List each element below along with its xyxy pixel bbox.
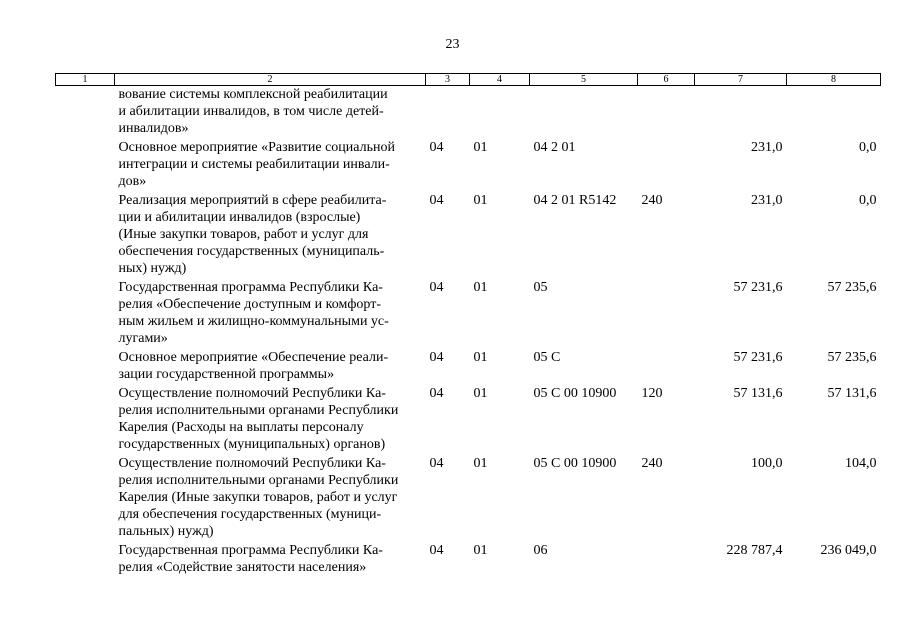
name-line: дов» xyxy=(118,174,147,189)
cell-subsection: 01 xyxy=(473,350,488,365)
cell-section: 04 xyxy=(429,193,444,208)
header-row xyxy=(56,74,881,86)
name-line: вование системы комплексной реабилитации xyxy=(118,87,388,102)
cell-col-1 xyxy=(56,383,115,453)
cell-amount-col-7 xyxy=(695,86,787,138)
cell-amount-col-8 xyxy=(787,86,881,138)
name-line: ции и абилитации инвалидов (взрослые) xyxy=(118,210,361,225)
cell-section: 04 xyxy=(429,456,444,471)
column-header-1: 1 xyxy=(56,74,115,86)
cell-amount-col-8: 236 049,0 xyxy=(820,543,877,558)
table-row xyxy=(56,347,881,383)
cell-subsection xyxy=(470,86,530,138)
cell-target-article: 05 С 00 10900 xyxy=(533,456,617,471)
name-line: государственных (муниципальных) органов) xyxy=(118,437,386,452)
name-line: зации государственной программы» xyxy=(118,367,335,382)
cell-col-1 xyxy=(56,540,115,576)
name-line: Основное мероприятие «Обеспечение реали- xyxy=(118,350,389,365)
cell-section: 04 xyxy=(429,386,444,401)
cell-expense-type xyxy=(638,347,695,383)
cell-amount-col-7: 100,0 xyxy=(751,456,783,471)
cell-amount-col-8: 57 235,6 xyxy=(827,350,877,365)
name-line: релия «Содействие занятости населения» xyxy=(118,560,367,575)
cell-name xyxy=(115,86,426,138)
name-line: для обеспечения государственных (муници- xyxy=(118,507,382,522)
column-header-8: 8 xyxy=(787,74,881,86)
cell-name xyxy=(115,190,426,277)
table-row xyxy=(56,540,881,576)
cell-amount-col-8: 0,0 xyxy=(859,193,877,208)
table-row xyxy=(56,383,881,453)
cell-subsection: 01 xyxy=(473,193,488,208)
name-line: лугами» xyxy=(118,331,168,346)
cell-expense-type: 240 xyxy=(641,193,663,208)
column-header-7: 7 xyxy=(695,74,787,86)
cell-subsection: 01 xyxy=(473,386,488,401)
cell-name xyxy=(115,137,426,190)
name-line: релия исполнительными органами Республики xyxy=(118,473,399,488)
cell-amount-col-8: 104,0 xyxy=(845,456,877,471)
name-line: ных) нужд) xyxy=(118,261,187,276)
table-header xyxy=(56,74,881,86)
name-line: и абилитации инвалидов, в том числе детей- xyxy=(118,104,384,119)
name-line: Государственная программа Республики Ка- xyxy=(118,543,383,558)
cell-expense-type: 120 xyxy=(641,386,663,401)
cell-target-article xyxy=(530,86,638,138)
cell-amount-col-7: 231,0 xyxy=(751,193,783,208)
cell-subsection: 01 xyxy=(473,280,488,295)
cell-amount-col-7: 57 231,6 xyxy=(733,280,783,295)
cell-section: 04 xyxy=(429,140,444,155)
column-header-6: 6 xyxy=(638,74,695,86)
name-line: обеспечения государственных (муниципаль- xyxy=(118,244,385,259)
table-row xyxy=(56,86,881,138)
name-line: ным жильем и жилищно-коммунальными ус- xyxy=(118,314,389,329)
cell-section: 04 xyxy=(429,280,444,295)
cell-col-1 xyxy=(56,190,115,277)
page-number: 23 xyxy=(445,37,460,52)
name-line: релия исполнительными органами Республики xyxy=(118,403,399,418)
table-row xyxy=(56,190,881,277)
name-line: Осуществление полномочий Республики Ка- xyxy=(118,456,386,471)
name-line: пальных) нужд) xyxy=(118,524,214,539)
table-row xyxy=(56,277,881,347)
cell-amount-col-8: 57 131,6 xyxy=(827,386,877,401)
budget-table xyxy=(55,73,881,576)
cell-subsection: 01 xyxy=(473,543,488,558)
column-header-5: 5 xyxy=(530,74,638,86)
cell-target-article: 05 С 00 10900 xyxy=(533,386,617,401)
cell-section: 04 xyxy=(429,350,444,365)
cell-subsection: 01 xyxy=(473,456,488,471)
name-line: Карелия (Расходы на выплаты персоналу xyxy=(118,420,364,435)
column-header-2: 2 xyxy=(115,74,426,86)
cell-name xyxy=(115,540,426,576)
table-row xyxy=(56,137,881,190)
cell-col-1 xyxy=(56,277,115,347)
cell-name xyxy=(115,347,426,383)
cell-section: 04 xyxy=(429,543,444,558)
name-line: интеграции и системы реабилитации инвали- xyxy=(118,157,390,172)
name-line: Основное мероприятие «Развитие социальной xyxy=(118,140,395,155)
name-line: Государственная программа Республики Ка- xyxy=(118,280,383,295)
column-header-4: 4 xyxy=(470,74,530,86)
cell-expense-type: 240 xyxy=(641,456,663,471)
cell-name xyxy=(115,453,426,540)
cell-col-1 xyxy=(56,453,115,540)
column-header-3: 3 xyxy=(426,74,470,86)
cell-target-article: 06 xyxy=(533,543,548,558)
cell-section xyxy=(426,86,470,138)
cell-expense-type xyxy=(638,540,695,576)
cell-expense-type xyxy=(638,277,695,347)
table-row xyxy=(56,453,881,540)
cell-col-1 xyxy=(56,86,115,138)
cell-amount-col-7: 57 231,6 xyxy=(733,350,783,365)
cell-amount-col-8: 57 235,6 xyxy=(827,280,877,295)
cell-amount-col-7: 57 131,6 xyxy=(733,386,783,401)
cell-expense-type xyxy=(638,86,695,138)
cell-target-article: 04 2 01 R5142 xyxy=(533,193,617,208)
cell-target-article: 05 xyxy=(533,280,548,295)
cell-col-1 xyxy=(56,347,115,383)
name-line: Карелия (Иные закупки товаров, работ и услуг xyxy=(118,490,398,505)
cell-amount-col-7: 231,0 xyxy=(751,140,783,155)
cell-name xyxy=(115,383,426,453)
cell-target-article: 05 С xyxy=(533,350,561,365)
cell-subsection: 01 xyxy=(473,140,488,155)
cell-target-article: 04 2 01 xyxy=(533,140,576,155)
name-line: инвалидов» xyxy=(118,121,189,136)
cell-amount-col-7: 228 787,4 xyxy=(726,543,783,558)
name-line: (Иные закупки товаров, работ и услуг для xyxy=(118,227,369,242)
cell-col-1 xyxy=(56,137,115,190)
name-line: релия «Обеспечение доступным и комфорт- xyxy=(118,297,381,312)
cell-amount-col-8: 0,0 xyxy=(859,140,877,155)
cell-name xyxy=(115,277,426,347)
name-line: Реализация мероприятий в сфере реабилита- xyxy=(118,193,387,208)
name-line: Осуществление полномочий Республики Ка- xyxy=(118,386,386,401)
cell-expense-type xyxy=(638,137,695,190)
table-body xyxy=(56,86,881,577)
